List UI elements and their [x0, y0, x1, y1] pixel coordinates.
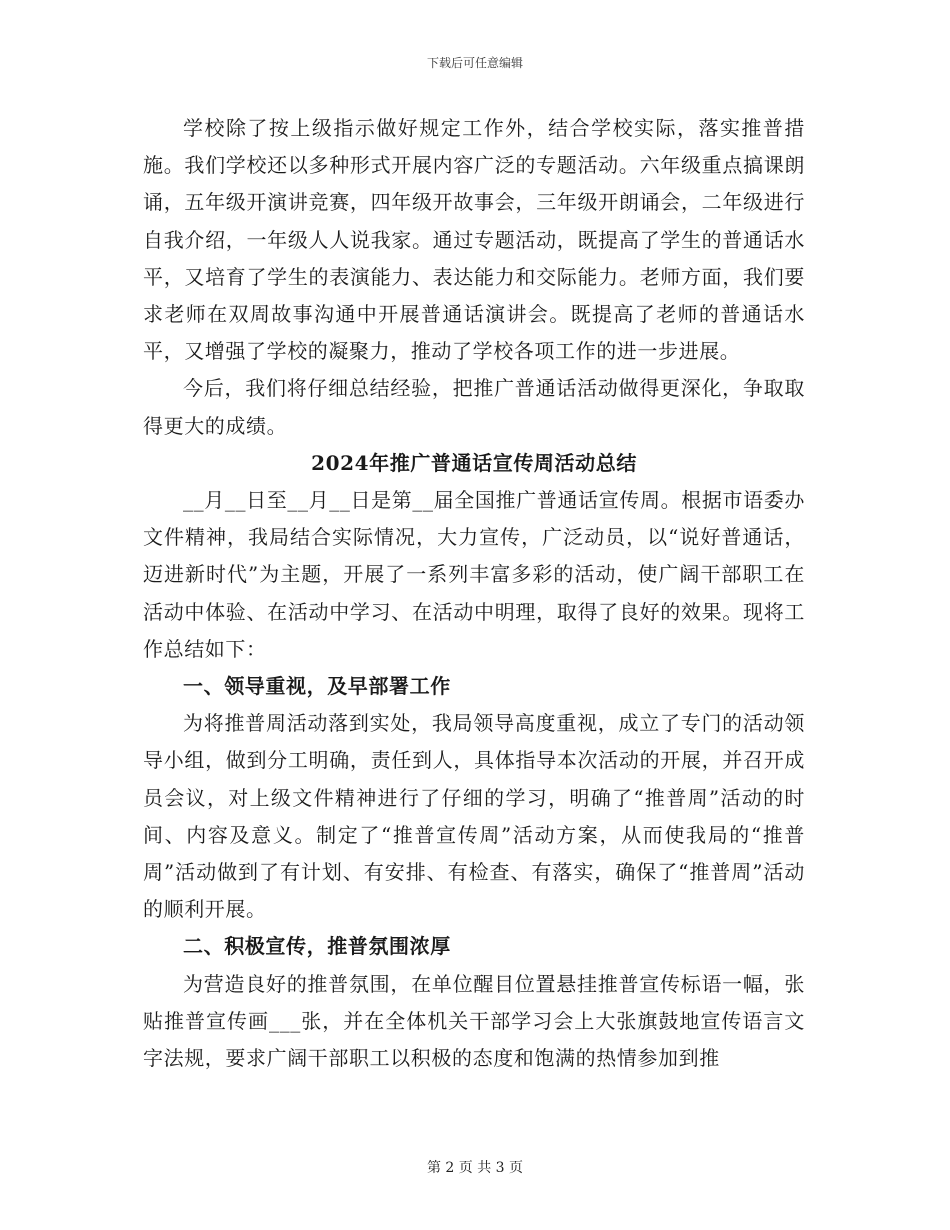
- paragraph-leadership: 为将推普周活动落到实处，我局领导高度重视，成立了专门的活动领导小组，做到分工明确，责任到人，具体指导本次活动的开展，并召开成员会议，对上级文件精神进行了仔细的学习，明确了“推普周”活动的时间、内容及意义。制定了“推普宣传周”活动方案，从而使我局的“推普周”活动做到了有计划、有安排、有检查、有落实，确保了“推普周”活动的顺利开展。: [143, 711, 805, 922]
- page-number-footer: 第 2 页 共 3 页: [426, 1160, 524, 1176]
- paragraph-publicity: 为营造良好的推普氛围，在单位醒目位置悬挂推普宣传标语一幅，张贴推普宣传画___张，并在全体机关干部学习会上大张旗鼓地宣传语言文字法规，要求广阔干部职工以积极的态度和饱满的热情参加到推: [143, 971, 805, 1071]
- section-heading-2: 二、积极宣传，推普氛围浓厚: [183, 934, 451, 959]
- paragraph-introduction: __月__日至__月__日是第__届全国推广普通话宣传周。根据市语委办文件精神，我局结合实际情况，大力宣传，广泛动员，以“说好普通话，迈进新时代”为主题，开展了一系列丰富多彩的活动，使广阔干部职工在活动中体验、在活动中学习、在活动中明理，取得了良好的效果。现将工作总结如下：: [143, 488, 805, 661]
- paragraph-school-activities: 学校除了按上级指示做好规定工作外，结合学校实际，落实推普措施。我们学校还以多种形式开展内容广泛的专题活动。六年级重点搞课朗诵，五年级开演讲竞赛，四年级开故事会，三年级开朗诵会，二年级进行自我介绍，一年级人人说我家。通过专题活动，既提高了学生的普通话水平，又培育了学生的表演能力、表达能力和交际能力。老师方面，我们要求老师在双周故事沟通中开展普通话演讲会。既提高了老师的普通话水平，又增强了学校的凝聚力，推动了学校各项工作的进一步进展。: [143, 116, 805, 364]
- section-heading-1: 一、领导重视，及早部署工作: [183, 674, 451, 699]
- document-body: [143, 110, 805, 1077]
- document-title: 2024年推广普通话宣传周活动总结: [311, 450, 637, 475]
- paragraph-future-plans: 今后，我们将仔细总结经验，把推广普通话活动做得更深化，争取取得更大的成绩。: [143, 376, 805, 438]
- page-header: 下载后可任意编辑: [426, 56, 523, 70]
